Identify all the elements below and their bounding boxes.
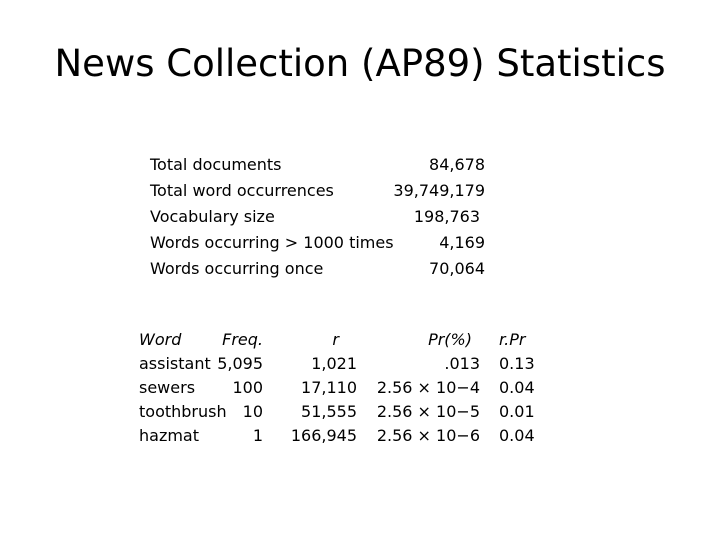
stat-label: Words occurring > 1000 times xyxy=(150,233,394,252)
stat-value: 84,678 xyxy=(429,155,485,174)
header-probability: Pr(%) xyxy=(428,330,472,349)
header-rank: r xyxy=(332,330,339,349)
header-freq: Freq. xyxy=(222,330,263,349)
collection-stats xyxy=(150,152,485,282)
cell-probability: .013 xyxy=(444,354,480,373)
cell-rank-times-probability: 0.01 xyxy=(499,402,535,421)
cell-word: assistant xyxy=(139,354,211,373)
cell-rank: 51,555 xyxy=(301,402,357,421)
cell-probability: 2.56 × 10−6 xyxy=(376,426,480,445)
stat-value: 39,749,179 xyxy=(393,181,485,200)
slide-title: News Collection (AP89) Statistics xyxy=(54,42,666,85)
cell-freq: 100 xyxy=(232,378,263,397)
cell-freq: 1 xyxy=(252,426,263,445)
table-row xyxy=(139,424,559,448)
table-header-row xyxy=(139,328,559,352)
stat-value: 198,763 xyxy=(413,207,480,226)
cell-freq: 5,095 xyxy=(217,354,263,373)
cell-probability: 2.56 × 10−5 xyxy=(376,402,480,421)
cell-rank-times-probability: 0.04 xyxy=(499,378,535,397)
table-row xyxy=(139,400,559,424)
stat-label: Vocabulary size xyxy=(150,207,275,226)
cell-freq: 10 xyxy=(242,402,263,421)
header-word: Word xyxy=(139,330,182,349)
stat-value: 4,169 xyxy=(439,233,485,252)
stat-row-words-once xyxy=(150,256,485,282)
cell-rank-times-probability: 0.04 xyxy=(499,426,535,445)
cell-rank-times-probability: 0.13 xyxy=(499,354,535,373)
cell-word: toothbrush xyxy=(139,402,227,421)
header-rank-times-probability: r.Pr xyxy=(499,330,526,349)
table-row xyxy=(139,352,559,376)
cell-word: hazmat xyxy=(139,426,200,445)
stat-value: 70,064 xyxy=(429,259,485,278)
stat-label: Total documents xyxy=(150,155,282,174)
stat-label: Total word occurrences xyxy=(150,181,334,200)
stat-row-total-documents xyxy=(150,152,485,178)
stat-label: Words occurring once xyxy=(150,259,324,278)
cell-rank: 166,945 xyxy=(290,426,357,445)
cell-rank: 17,110 xyxy=(301,378,357,397)
stat-row-words-over-1000 xyxy=(150,230,485,256)
cell-rank: 1,021 xyxy=(311,354,357,373)
cell-probability: 2.56 × 10−4 xyxy=(376,378,480,397)
word-frequency-table xyxy=(139,328,559,448)
stat-row-total-word-occurrences xyxy=(150,178,485,204)
stat-row-vocabulary-size xyxy=(150,204,485,230)
table-row xyxy=(139,376,559,400)
cell-word: sewers xyxy=(139,378,196,397)
